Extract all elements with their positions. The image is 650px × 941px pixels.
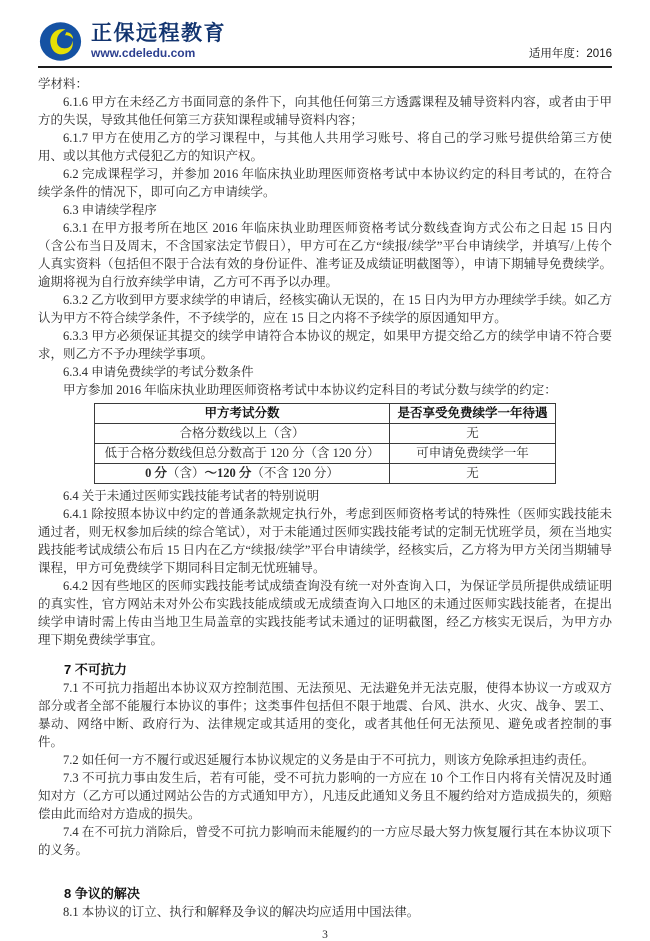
cell-score-2: 低于合格分数线但总分数高于 120 分（含 120 分） <box>95 444 390 464</box>
clause-6-1-6: 6.1.6 甲方在未经乙方书面同意的条件下，向其他任何第三方透露课程及辅导资料内容，或者由于甲方的失误，导致其他任何第三方获知课程或辅导资料内容； <box>38 95 612 127</box>
cell-benefit-3: 无 <box>390 464 556 484</box>
table-row <box>95 464 556 484</box>
clause-6-3-1: 6.3.1 在甲方报考所在地区 2016 年临床执业助理医师资格考试分数线查询方式公布之日起 15 日内（含公布当日及周末，不含国家法定节假日），甲方可在乙方“续报/续学”平台申请续学，并填写/上传个人真实资料（包括但不限于合法有效的身份证件、准考证及成绩证明截图等），申请下期辅导免费续学。逾期将视为自行放弃续学申请，乙方可不再予以办理。 <box>38 221 612 289</box>
document-header <box>38 20 612 68</box>
score-range-normal-1: （含） <box>167 466 205 480</box>
clause-6-3-2: 6.3.2 乙方收到甲方要求续学的申请后，经核实确认无误的，在 15 日内为甲方办理续学手续。如乙方认为甲方不符合续学条件，不予续学的，应在 15 日之内将不予续学的原因通知甲方。 <box>38 293 612 325</box>
score-range-bold-2: ～120 分 <box>204 466 252 480</box>
applicable-year-label: 适用年度：2016 <box>528 48 612 60</box>
clause-6-2: 6.2 完成课程学习，并参加 2016 年临床执业助理医师资格考试中本协议约定的科目考试的，在符合续学条件的情况下，即可向乙方申请续学。 <box>38 167 612 199</box>
brand-text-block <box>91 23 226 60</box>
table-row <box>95 424 556 444</box>
clause-7-4: 7.4 在不可抗力消除后，曾受不可抗力影响而未能履约的一方应尽最大努力恢复履行其在本协议项下的义务。 <box>38 825 612 857</box>
col-header-benefit: 是否享受免费续学一年待遇 <box>390 404 556 424</box>
clause-6-3-3: 6.3.3 甲方必须保证其提交的续学申请符合本协议的规定，如果甲方提交给乙方的续学申请不符合要求，则乙方不予办理续学事项。 <box>38 329 612 361</box>
clause-6-3-4: 6.3.4 申请免费续学的考试分数条件 <box>63 365 254 379</box>
cell-score-1: 合格分数线以上（含） <box>95 424 390 444</box>
score-range-normal-2: （不含 120 分） <box>251 466 339 480</box>
brand-block <box>38 20 226 63</box>
clause-continuation: 学材料： <box>38 77 89 91</box>
clause-6-3: 6.3 申请续学程序 <box>63 203 157 217</box>
clause-6-1-7: 6.1.7 甲方在使用乙方的学习课程中，与其他人共用学习账号、将自己的学习账号提供给第三方使用、或以其他方式侵犯乙方的知识产权。 <box>38 131 612 163</box>
brand-name: 正保远程教育 <box>91 22 226 46</box>
cell-benefit-2: 可申请免费续学一年 <box>390 444 556 464</box>
table-header-row <box>95 404 556 424</box>
score-benefit-table <box>94 403 556 484</box>
clause-7-2: 7.2 如任何一方不履行或迟延履行本协议规定的义务是由于不可抗力，则该方免除承担违约责任。 <box>63 753 595 767</box>
clause-6-4: 6.4 关于未通过医师实践技能考试者的特别说明 <box>63 489 320 503</box>
score-range-bold-1: 0 分 <box>145 466 167 480</box>
brand-logo-icon <box>38 20 83 63</box>
section-8-heading: 8 争议的解决 <box>64 886 140 901</box>
clause-7-1: 7.1 不可抗力指超出本协议双方控制范围、无法预见、无法避免并无法克服，使得本协议一方或双方部分或者全部不能履行本协议的事件；这类事件包括但不限于地震、台风、洪水、火灾、战争、罢工、暴动、网络中断、政府行为、法律规定或其适用的变化，或者其他任何无法预见、避免或者控制的事件。 <box>38 681 612 749</box>
cell-benefit-1: 无 <box>390 424 556 444</box>
clause-6-4-1: 6.4.1 除按照本协议中约定的普通条款规定执行外，考虑到医师资格考试的特殊性（医师实践技能未通过者，则无权参加后续的综合笔试），对于未能通过医师实践技能考试的定制无忧班学员，须在当地实践技能考试成绩公布后 15 日内在乙方“续报/续学”平台申请续学，经核实后，乙方将为甲方关闭当期辅导课程，甲方可免费续学下期同科目定制无忧班辅导。 <box>38 507 612 575</box>
table-intro: 甲方参加 2016 年临床执业助理医师资格考试中本协议约定科目的考试分数与续学的约定： <box>63 383 557 397</box>
page-number: 3 <box>322 929 328 941</box>
table-row <box>95 444 556 464</box>
cell-score-3 <box>95 464 390 484</box>
clause-8-1: 8.1 本协议的订立、执行和解释及争议的解决均应适用中国法律。 <box>63 905 420 919</box>
document-body <box>38 75 612 921</box>
brand-url: www.cdeledu.com <box>91 46 196 61</box>
col-header-score: 甲方考试分数 <box>95 404 390 424</box>
clause-6-4-2: 6.4.2 因有些地区的医师实践技能考试成绩查询没有统一对外查询入口，为保证学员所提供成绩证明的真实性，官方网站未对外公布实践技能成绩或无成绩查询入口地区的未通过医师实践技能者，在提出续学申请时需上传由当地卫生局盖章的实践技能考试未通过的证明截图，经乙方核实无误后，为甲方办理下期免费续学事宜。 <box>38 579 612 647</box>
section-7-heading: 7 不可抗力 <box>64 662 127 677</box>
clause-7-3: 7.3 不可抗力事由发生后，若有可能，受不可抗力影响的一方应在 10 个工作日内将有关情况及时通知对方（乙方可以通过网站公告的方式通知甲方），凡违反此通知义务且不履约给对方造成损失的，须赔偿由此而给对方造成的损失。 <box>38 771 612 821</box>
